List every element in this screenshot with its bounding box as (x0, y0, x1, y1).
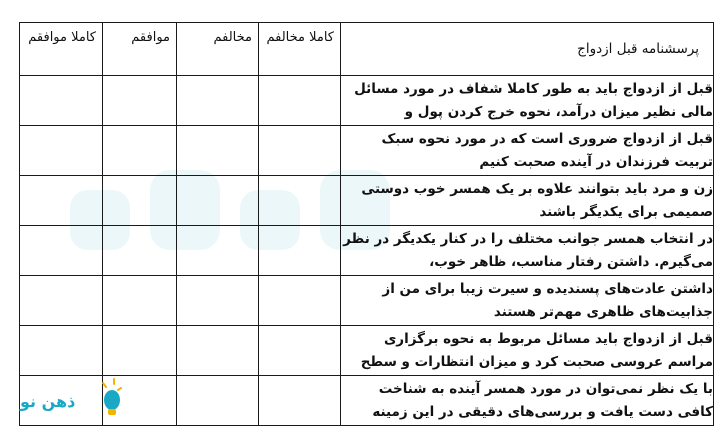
answer-cell-agree[interactable] (103, 126, 177, 176)
brand-logo-text: ذهن نو (20, 392, 76, 411)
answer-cell-agree[interactable] (103, 326, 177, 376)
answer-cell-strongly-agree[interactable] (20, 276, 103, 326)
answer-cell-strongly-disagree[interactable] (259, 376, 341, 426)
column-header-disagree: مخالفم (177, 23, 259, 76)
table-row (20, 326, 714, 376)
question-cell: زن و مرد باید بتوانند علاوه بر یک همسر خوب دوستی صمیمی برای یکدیگر باشند (341, 176, 714, 226)
answer-cell-disagree[interactable] (177, 226, 259, 276)
table-row (20, 176, 714, 226)
answer-cell-agree[interactable] (103, 226, 177, 276)
answer-cell-disagree[interactable] (177, 326, 259, 376)
answer-cell-agree[interactable] (103, 176, 177, 226)
table-row (20, 376, 714, 426)
table-row (20, 126, 714, 176)
question-cell: قبل از ازدواج باید مسائل مربوط به نحوه برگزاری مراسم عروسی صحبت کرد و میزان انتظارات و سطح (341, 326, 714, 376)
answer-cell-disagree[interactable] (177, 76, 259, 126)
answer-cell-agree[interactable] (103, 276, 177, 326)
title-header: پرسشنامه قبل ازدواج (341, 23, 714, 76)
answer-cell-strongly-disagree[interactable] (259, 226, 341, 276)
question-cell: در انتخاب همسر جوانب مختلف را در کنار یکدیگر در نظر می‌گیرم. داشتن رفتار مناسب، ظاهر خوب، (341, 226, 714, 276)
answer-cell-disagree[interactable] (177, 126, 259, 176)
question-cell: با یک نظر نمی‌توان در مورد همسر آینده به شناخت کافی دست یافت و بررسی‌های دقیقی در این زمینه (341, 376, 714, 426)
answer-cell-strongly-disagree[interactable] (259, 276, 341, 326)
question-cell: قبل از ازدواج باید به طور کاملا شفاف در مورد مسائل مالی نظیر میزان درآمد، نحوه خرج کردن پول و (341, 76, 714, 126)
answer-cell-strongly-agree[interactable] (20, 176, 103, 226)
answer-cell-strongly-agree[interactable] (20, 126, 103, 176)
answer-cell-strongly-agree[interactable] (20, 326, 103, 376)
answer-cell-agree[interactable] (103, 76, 177, 126)
question-cell: قبل از ازدواج ضروری است که در مورد نحوه سبک تربیت فرزندان در آینده صحبت کنیم (341, 126, 714, 176)
header-row (20, 23, 714, 76)
answer-cell-strongly-disagree[interactable] (259, 326, 341, 376)
answer-cell-disagree[interactable] (177, 176, 259, 226)
table-row (20, 226, 714, 276)
answer-cell-strongly-agree[interactable] (20, 226, 103, 276)
question-cell: داشتن عادت‌های پسندیده و سیرت زیبا برای من از جذابیت‌های ظاهری مهم‌تر هستند (341, 276, 714, 326)
table-row (20, 276, 714, 326)
questionnaire-table (19, 22, 714, 426)
column-header-strongly-disagree: کاملا مخالفم (259, 23, 341, 76)
table-row (20, 76, 714, 126)
answer-cell-disagree[interactable] (177, 276, 259, 326)
column-header-strongly-agree: کاملا موافقم (20, 23, 103, 76)
answer-cell-strongly-agree[interactable] (20, 76, 103, 126)
answer-cell-strongly-disagree[interactable] (259, 76, 341, 126)
answer-cell-strongly-disagree[interactable] (259, 126, 341, 176)
answer-cell-strongly-disagree[interactable] (259, 176, 341, 226)
column-header-agree: موافقم (103, 23, 177, 76)
answer-cell-disagree[interactable] (177, 376, 259, 426)
